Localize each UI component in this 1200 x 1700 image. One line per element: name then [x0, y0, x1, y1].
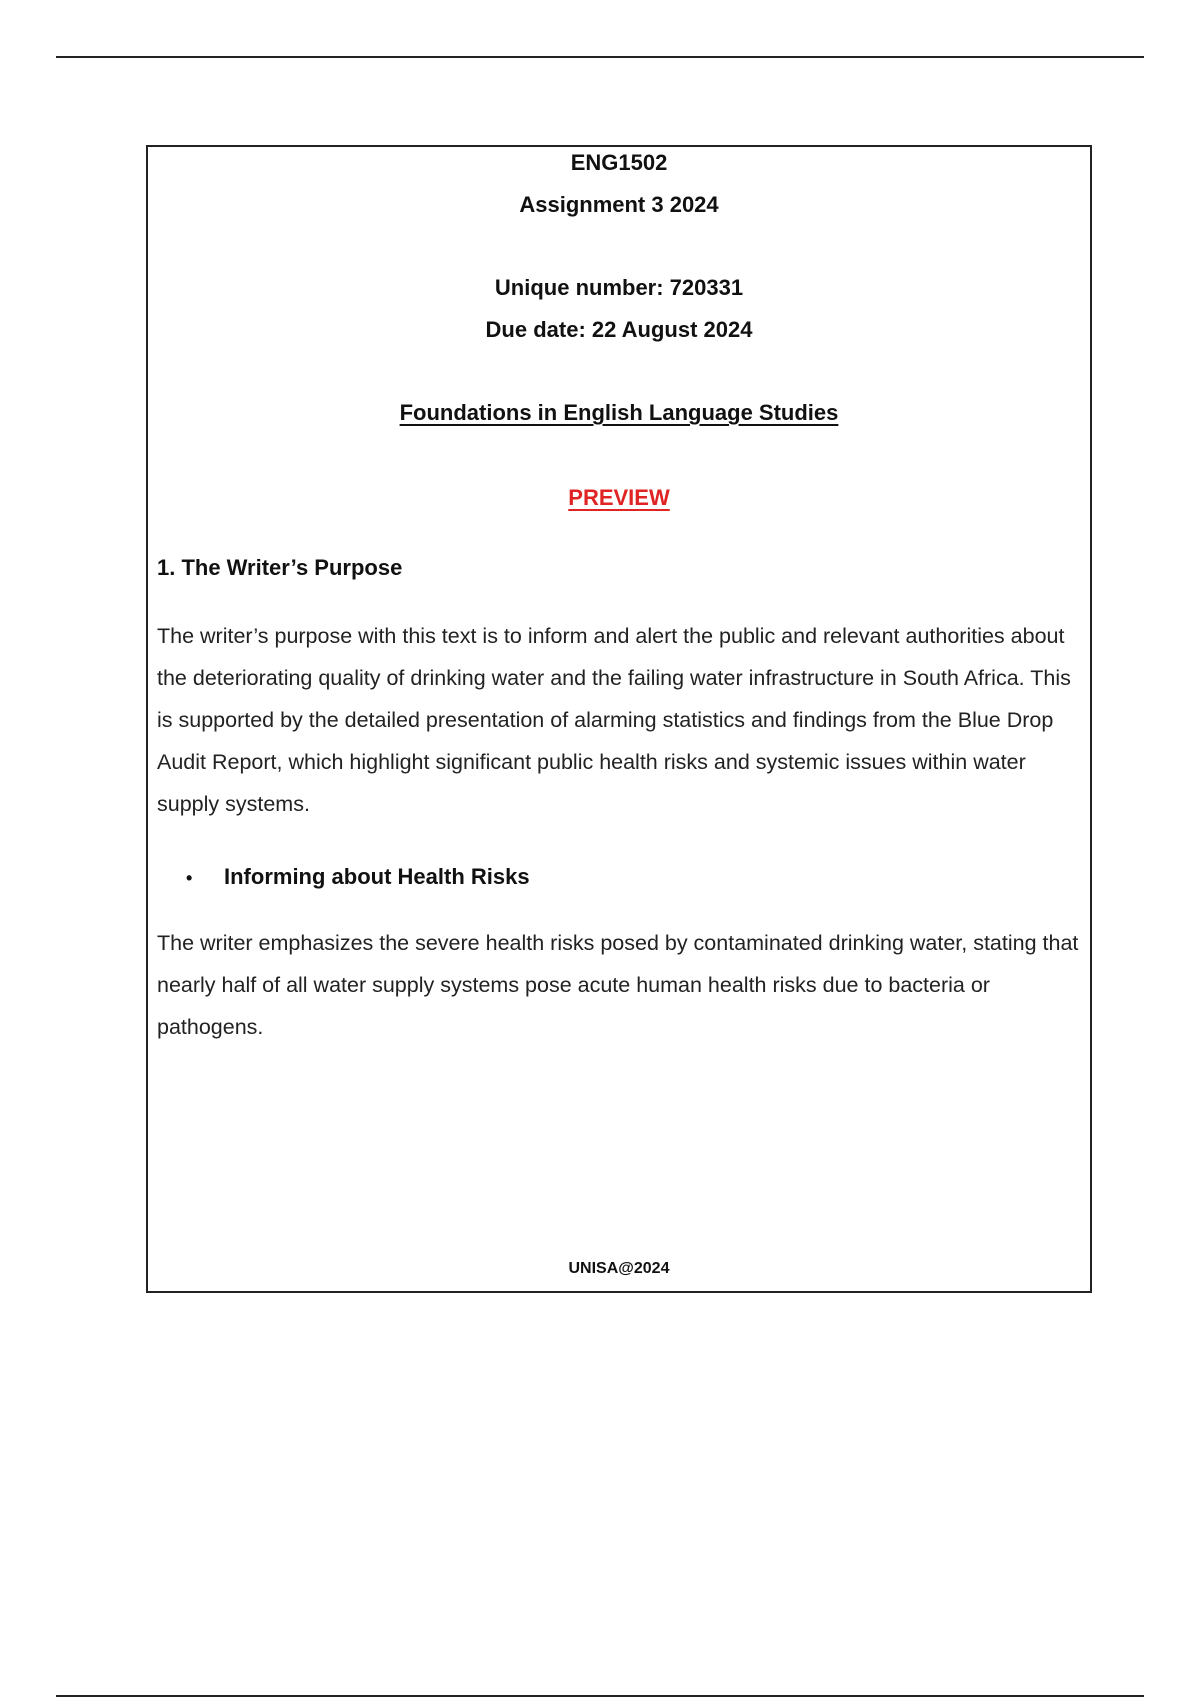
footer-copyright: UNISA@2024	[568, 1260, 670, 1277]
preview-label: PREVIEW	[568, 485, 670, 510]
top-divider	[56, 56, 1144, 58]
document-page-frame	[146, 145, 1092, 1293]
assignment-title: Assignment 3 2024	[519, 192, 719, 217]
course-title-text: Foundations in English Language Studies	[399, 400, 839, 425]
purpose-paragraph: The writer’s purpose with this text is to inform and alert the public and relevant authorities about the deteriorating quality of drinking water and the failing water infrastructure in South Africa. This is supported by the detailed presentation of alarming statistics and findings from the Blue Drop Audit Report, which highlight significant public health risks and systemic issues within water supply systems.	[157, 624, 1071, 816]
bullet-icon: •	[186, 868, 193, 888]
preview-banner	[148, 484, 1090, 512]
bullet-heading: Informing about Health Risks	[224, 864, 530, 889]
bottom-divider	[56, 1695, 1144, 1697]
bullet-item	[186, 863, 530, 892]
section-heading: 1. The Writer’s Purpose	[157, 555, 403, 580]
unique-number: Unique number: 720331	[494, 275, 744, 300]
course-title	[148, 399, 1090, 427]
course-code: ENG1502	[570, 150, 668, 175]
health-risks-paragraph: The writer emphasizes the severe health risks posed by contaminated drinking water, stating that nearly half of all water supply systems pose acute human health risks due to bacteria or pathogens.	[157, 931, 1079, 1039]
due-date: Due date: 22 August 2024	[485, 317, 753, 342]
